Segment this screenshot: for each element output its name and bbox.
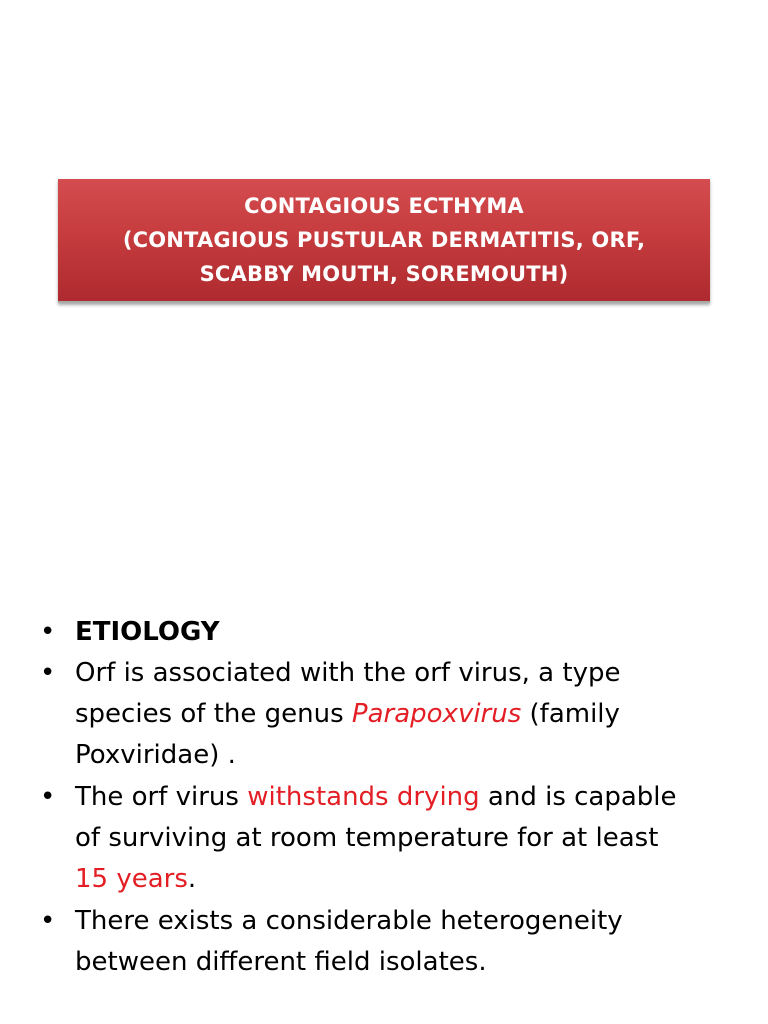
bullet-etiology	[40, 612, 730, 653]
title-line-2: (CONTAGIOUS PUSTULAR DERMATITIS, ORF,	[122, 228, 646, 252]
bullet-text: Orf is associated with the orf virus, a type	[75, 658, 621, 688]
bullet-withstands-drying	[40, 777, 730, 900]
bullet-text-part: The orf virus	[75, 782, 248, 812]
title-box	[58, 179, 710, 303]
bullet-text-part: and is capable	[479, 782, 677, 812]
bullet-text: of surviving at room temperature for at least	[75, 823, 659, 853]
years-highlight: 15 years	[75, 864, 188, 894]
bullet-heterogeneity	[40, 901, 730, 983]
bullet-text-part: species of the genus	[75, 699, 352, 729]
bullet-dot: •	[40, 617, 56, 647]
bullet-dot: •	[40, 906, 56, 936]
bullet-dot: •	[40, 782, 56, 812]
bullet-text	[75, 694, 730, 735]
title-line-1: CONTAGIOUS ECTHYMA	[244, 194, 524, 218]
bullet-heading: ETIOLOGY	[75, 617, 220, 647]
bullet-orf-virus	[40, 653, 730, 776]
title-line-3: SCABBY MOUTH, SOREMOUTH)	[199, 262, 569, 286]
bullet-text: There exists a considerable heterogeneity	[75, 906, 623, 936]
bullet-text	[75, 777, 730, 818]
bullet-list	[40, 612, 730, 983]
bullet-text-part: .	[187, 864, 197, 894]
drying-highlight: withstands drying	[247, 782, 480, 812]
bullet-text: between different field isolates.	[75, 947, 487, 977]
bullet-text	[75, 859, 730, 900]
bullet-dot: •	[40, 658, 56, 688]
genus-highlight: Parapoxvirus	[351, 699, 522, 729]
bullet-text: Poxviridae) .	[75, 740, 236, 770]
bullet-text-part: (family	[521, 699, 620, 729]
